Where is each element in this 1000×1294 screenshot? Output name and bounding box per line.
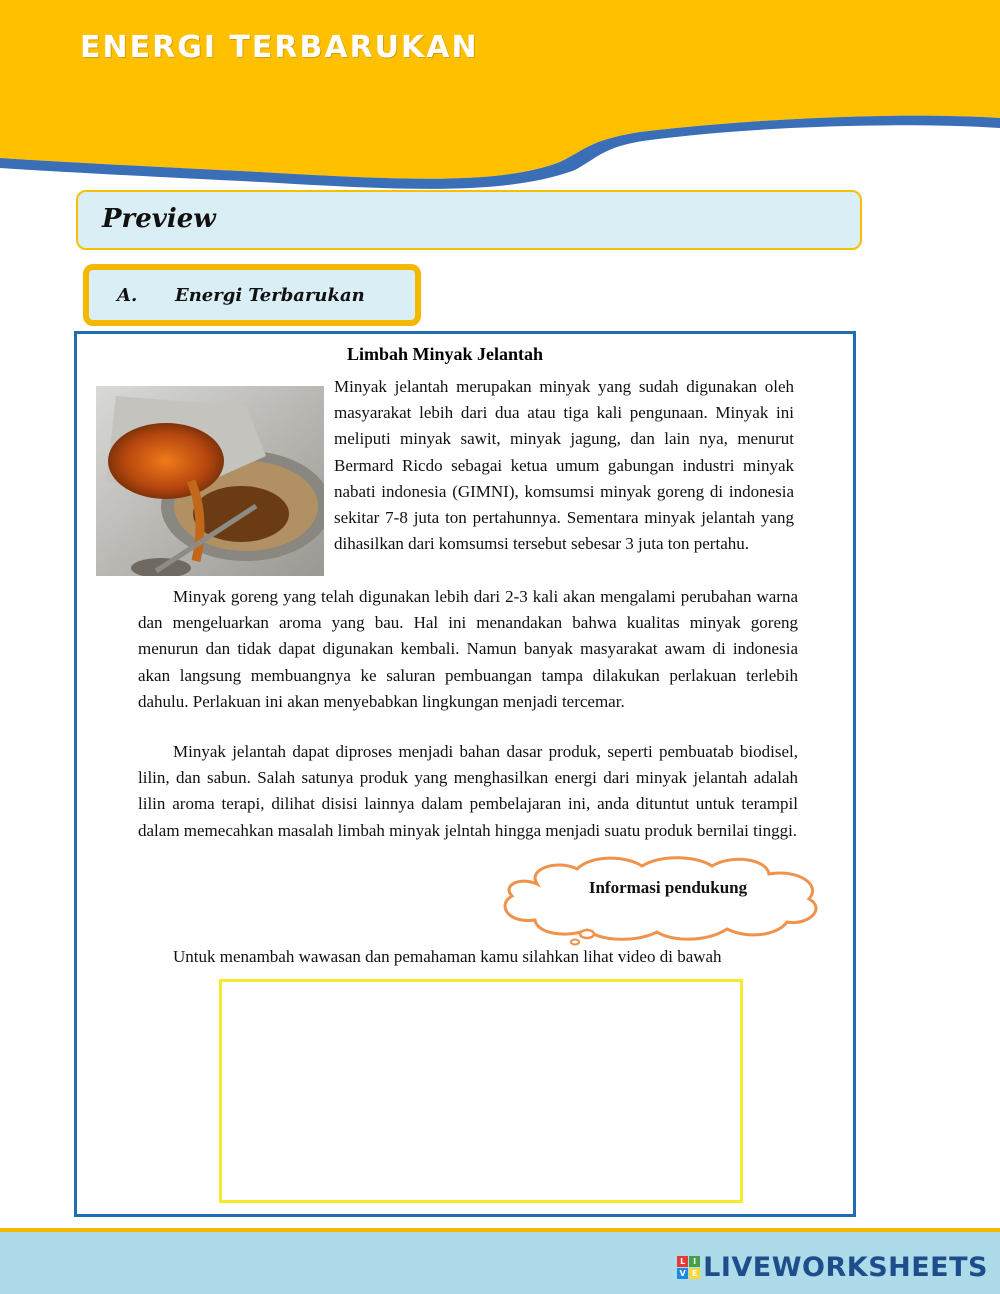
brand-name: LIVEWORKSHEETS — [703, 1252, 988, 1283]
preview-title: Preview — [102, 204, 216, 234]
used-cooking-oil-photo — [96, 386, 324, 576]
section-title: Energi Terbarukan — [175, 285, 365, 306]
logo-letter-v: V — [677, 1268, 688, 1279]
page-title: ENERGI TERBARUKAN — [80, 30, 479, 65]
liveworksheets-icon — [677, 1256, 700, 1279]
video-intro-text: Untuk menambah wawasan dan pemahaman kamu silahkan lihat video di bawah — [173, 947, 722, 966]
liveworksheets-logo[interactable] — [677, 1252, 988, 1283]
content-panel — [74, 331, 856, 1217]
header-banner — [0, 0, 1000, 200]
video-player[interactable] — [219, 979, 743, 1203]
footer — [0, 1232, 1000, 1294]
section-letter: A. — [117, 285, 138, 306]
article-paragraph-2: Minyak goreng yang telah digunakan lebih dari 2-3 kali akan mengalami perubahan warna dan mengeluarkan aroma yang bau. Hal ini menandakan bahwa kualitas minyak goreng menurun dan tidak dapat digunakan kembali. Namun banyak masyarakat awam di indonesia akan langsung membuangnya ke saluran pembuangan tampa dilakukan perlakuan terlebih dahulu. Perlakuan ini akan menyebabkan lingkungan menjadi tercemar. — [138, 587, 798, 711]
article-title: Limbah Minyak Jelantah — [347, 344, 544, 364]
info-cloud-label: Informasi pendukung — [588, 878, 748, 897]
logo-letter-e: E — [689, 1268, 700, 1279]
logo-letter-i: I — [689, 1256, 700, 1267]
article-paragraph-3: Minyak jelantah dapat diproses menjadi bahan dasar produk, seperti pembuatab biodisel, lilin, dan sabun. Salah satunya produk yang menghasilkan energi dari minyak jelantah adalah lilin aroma terapi, dilihat disisi lainnya dalam pembelajaran ini, anda dituntut untuk terampil dalam memecahkan masalah limbah minyak jelntah hingga menjadi suatu produk bernilai tinggi. — [138, 742, 798, 840]
preview-banner — [76, 190, 862, 250]
cloud-icon — [497, 854, 827, 946]
section-heading-box — [83, 264, 421, 326]
info-cloud — [497, 854, 827, 946]
logo-letter-l: L — [677, 1256, 688, 1267]
article-paragraph-1: Minyak jelantah merupakan minyak yang sudah digunakan oleh masyarakat lebih dari dua atau tiga kali pengunaan. Minyak ini meliputi minyak sawit, minyak jagung, dan lain nya, menurut Bermard Ricdo sebagai ketua umum gabungan industri minyak nabati indonesia (GIMNI), komsumsi minyak goreng di indonesia sekitar 7-8 juta ton pertahunnya. Sementara minyak jelantah yang dihasilkan dari komsumsi tersebut sebesar 3 juta ton pertahu. — [334, 377, 794, 554]
